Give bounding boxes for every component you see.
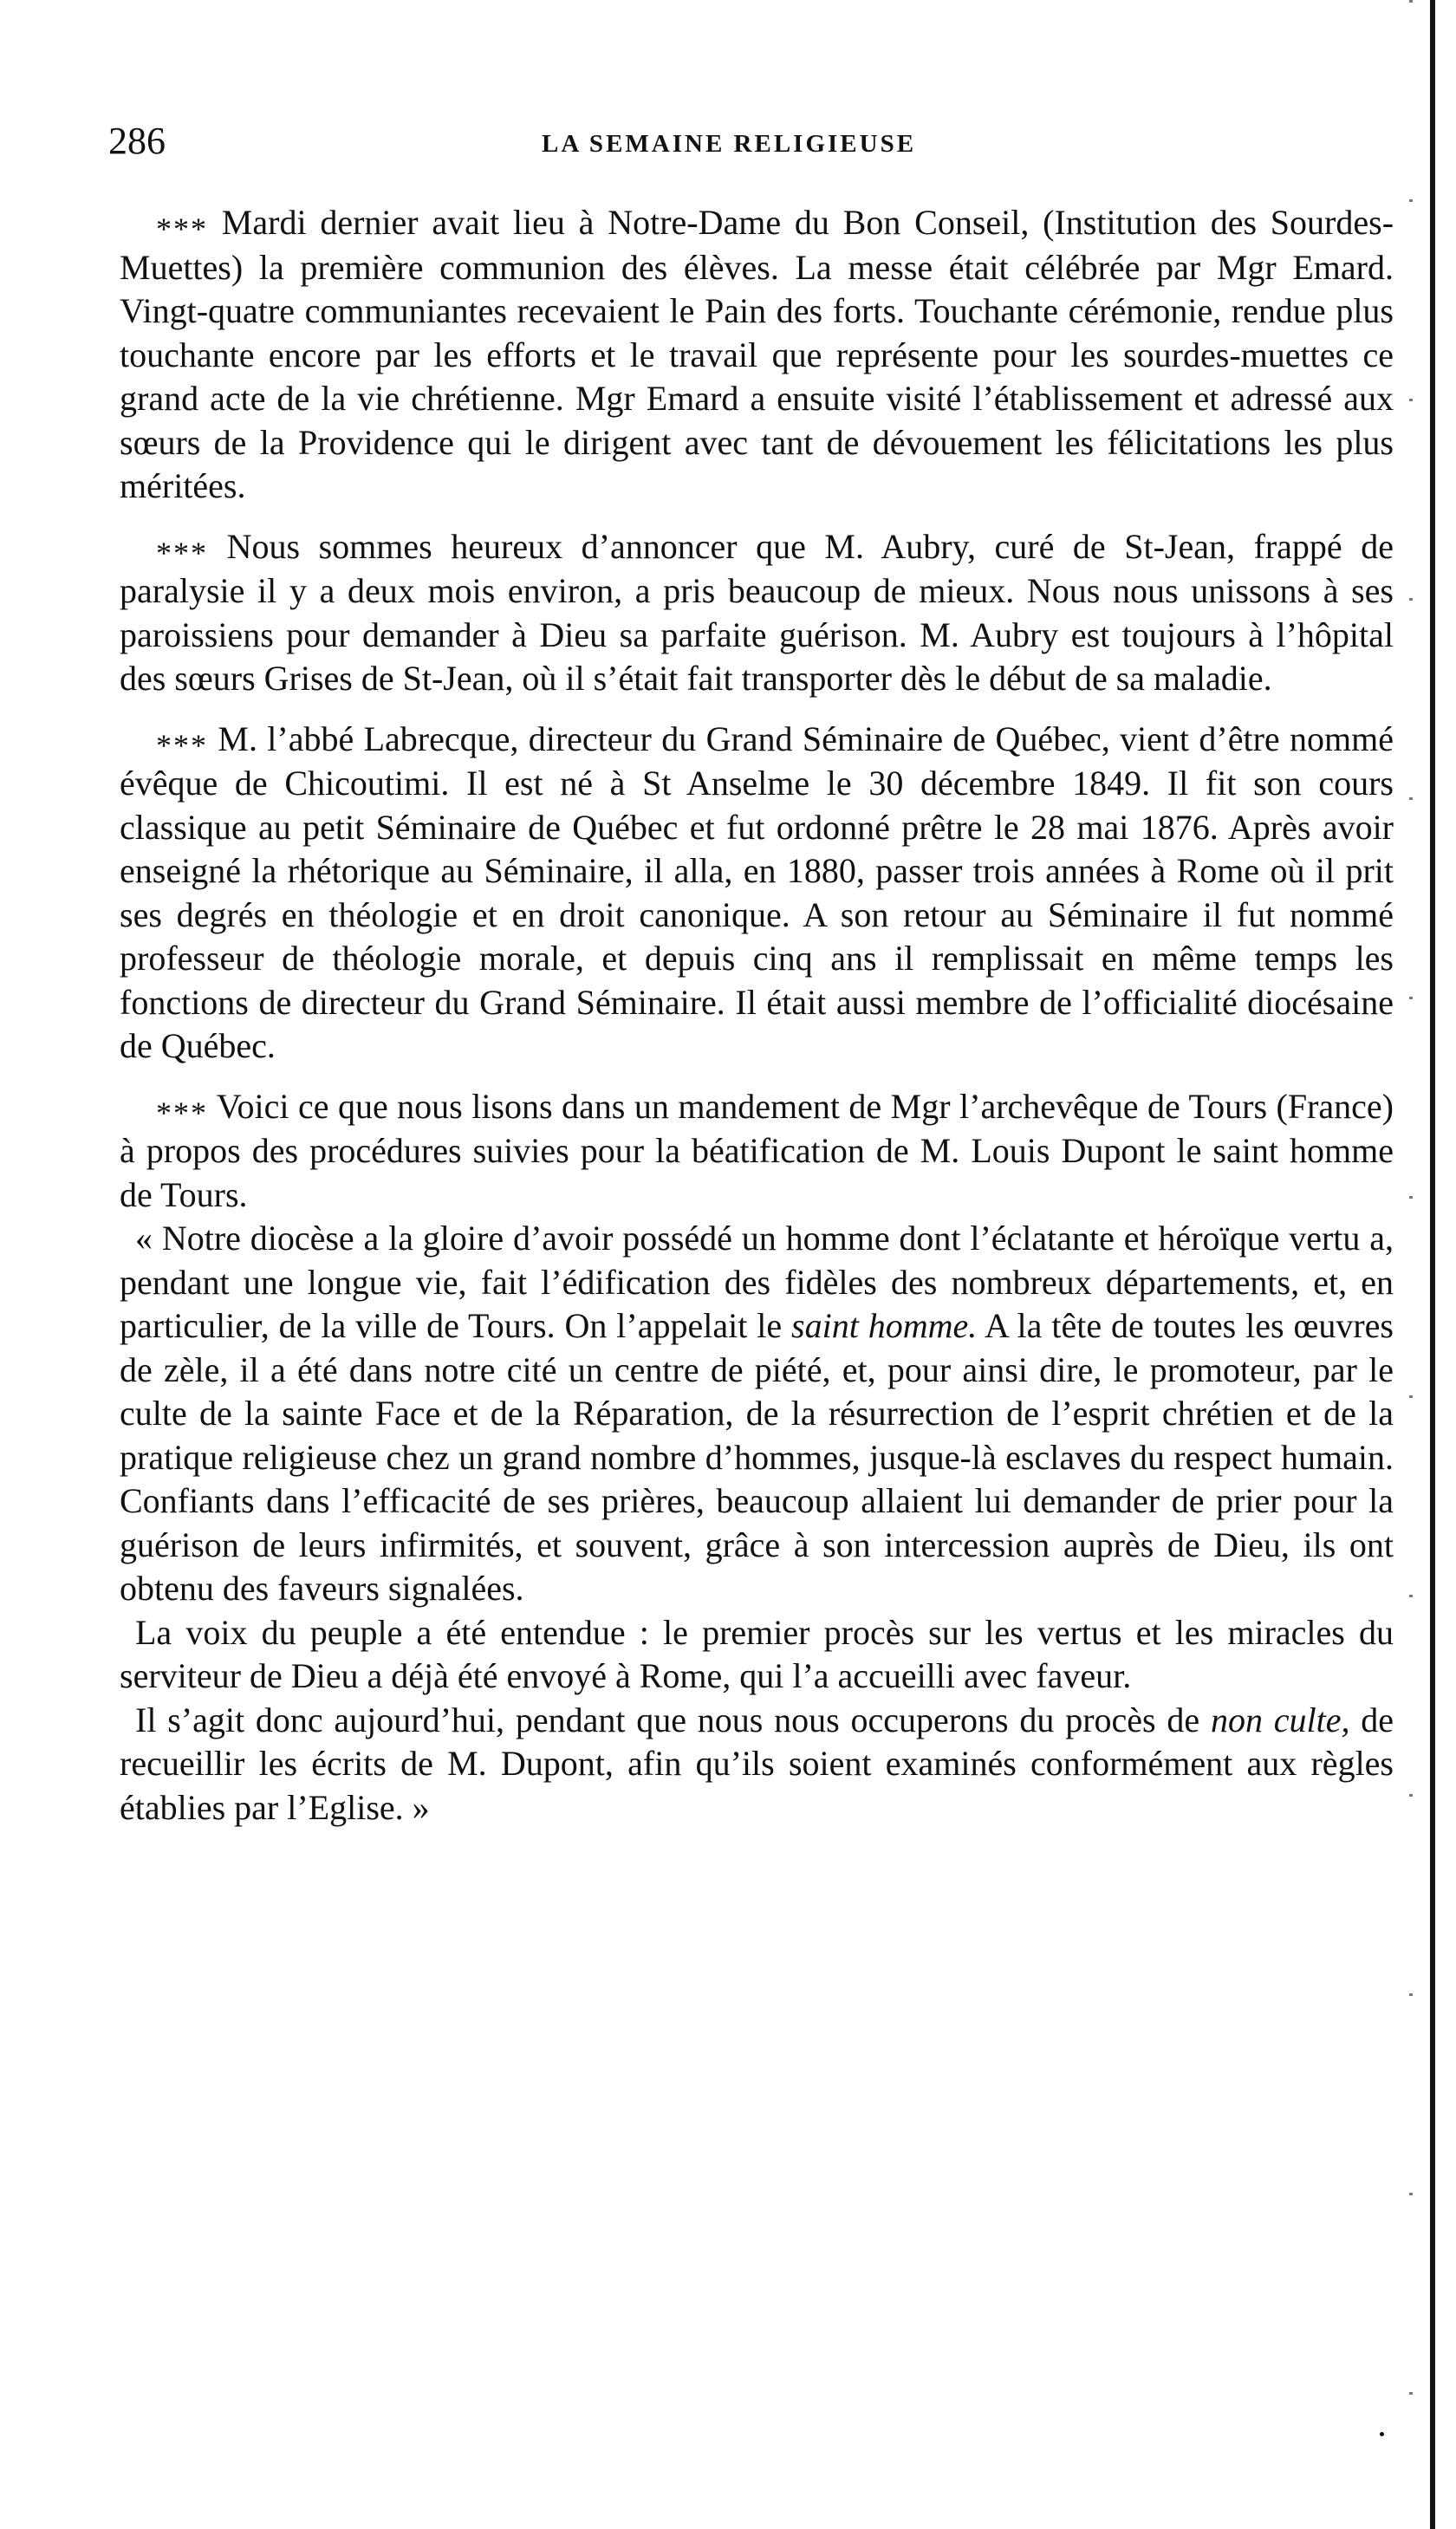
- asterism: ***: [156, 211, 208, 246]
- running-title: LA SEMAINE RELIGIEUSE: [542, 130, 917, 158]
- quote-text: de recueillir les écrits de M. Dupont, afin qu’ils soient examinés conformément aux règles établies par l’Eglise. »: [120, 1700, 1394, 1827]
- quote-text: A la tête de toutes les œuvres de zèle, il a été dans notre cité un centre de piété, et, pour ainsi dire, le promoteur, par le culte de la sainte Face et de la Réparation, de la résurrection de l’esprit chrétien et de la pratique religieuse chez un grand nombre d’hommes, jusque-là esclaves du respect humain. Confiants dans l’efficacité de ses prières, beaucoup allaient lui demander de prier pour la guérison de leurs infirmités, et souvent, grâce à son intercession auprès de Dieu, ils ont obtenu des faveurs signalées.: [120, 1306, 1394, 1608]
- quote-emphasis: saint homme.: [791, 1306, 978, 1345]
- news-item-labrecque: [120, 718, 1394, 1069]
- quote-emphasis: non culte,: [1210, 1700, 1350, 1739]
- print-speck: [1380, 2432, 1384, 2436]
- paragraph-text: Mardi dernier avait lieu à Notre-Dame du Bon Conseil, (Institution des Sourdes-Muettes) la première communion des élèves. La messe était célébrée par Mgr Emard. Vingt-quatre communiantes recevaient le Pain des forts. Touchante cérémonie, rendue plus touchante encore par les efforts et le travail que représente pour les sourdes-muettes ce grand acte de la vie chrétienne. Mgr Emard a ensuite visité l’établissement et adressé aux sœurs de la Providence qui le dirigent avec tant de dévouement les félicitations les plus méritées.: [120, 203, 1394, 505]
- article-body: [120, 201, 1394, 1830]
- quote-paragraph-2: [120, 1611, 1394, 1699]
- asterism: ***: [156, 535, 208, 570]
- quote-text: Il s’agit donc aujourd’hui, pendant que nous nous occuperons du procès de: [135, 1700, 1211, 1739]
- page-edge-marks: [1409, 0, 1413, 2529]
- news-item-communion: [120, 201, 1394, 509]
- quote-paragraph-3: [120, 1699, 1394, 1830]
- paragraph-text: Voici ce que nous lisons dans un mandement de Mgr l’archevêque de Tours (France) à propos des procédures suivies pour la béatification de M. Louis Dupont le saint homme de Tours.: [120, 1086, 1394, 1214]
- asterism: ***: [156, 1095, 208, 1130]
- quote-text: La voix du peuple a été entendue : le premier procès sur les vertus et les miracles du serviteur de Dieu a déjà été envoyé à Rome, qui l’a accueilli avec faveur.: [120, 1612, 1394, 1695]
- paragraph-text: M. l’abbé Labrecque, directeur du Grand Séminaire de Québec, vient d’être nommé évêque de Chicoutimi. Il est né à St Anselme le 30 décembre 1849. Il fit son cours classique au petit Séminaire de Québec et fut ordonné prêtre le 28 mai 1876. Après avoir enseigné la rhétorique au Séminaire, il alla, en 1880, passer trois années à Rome où il prit ses degrés en théologie et en droit canonique. A son retour au Séminaire il fut nommé professeur de théologie morale, et depuis cinq ans il remplissait en même temps les fonctions de directeur du Grand Séminaire. Il était aussi membre de l’officialité diocésaine de Québec.: [120, 718, 1394, 1065]
- quote-paragraph-1: [120, 1217, 1394, 1611]
- news-item-aubry: [120, 525, 1394, 701]
- news-item-dupont: [120, 1085, 1394, 1218]
- page-header: [108, 120, 1391, 172]
- paragraph-text: Nous sommes heureux d’annoncer que M. Aubry, curé de St-Jean, frappé de paralysie il y a deux mois environ, a pris beaucoup de mieux. Nous nous unissons à ses paroissiens pour demander à Dieu sa parfaite guérison. M. Aubry est toujours à l’hôpital des sœurs Grises de St-Jean, où il s’était fait transporter dès le début de sa maladie.: [120, 526, 1394, 698]
- asterism: ***: [156, 727, 208, 763]
- quote-text: « Notre diocèse a la gloire d’avoir possédé un homme dont l’éclatante et héroïque vertu a, pendant une longue vie, fait l’édification des fidèles des nombreux départements, et, en particulier, de la ville de Tours. On l’appelait le: [120, 1219, 1394, 1345]
- page-number: 286: [108, 120, 166, 162]
- page-binding-edge: [1430, 0, 1435, 2529]
